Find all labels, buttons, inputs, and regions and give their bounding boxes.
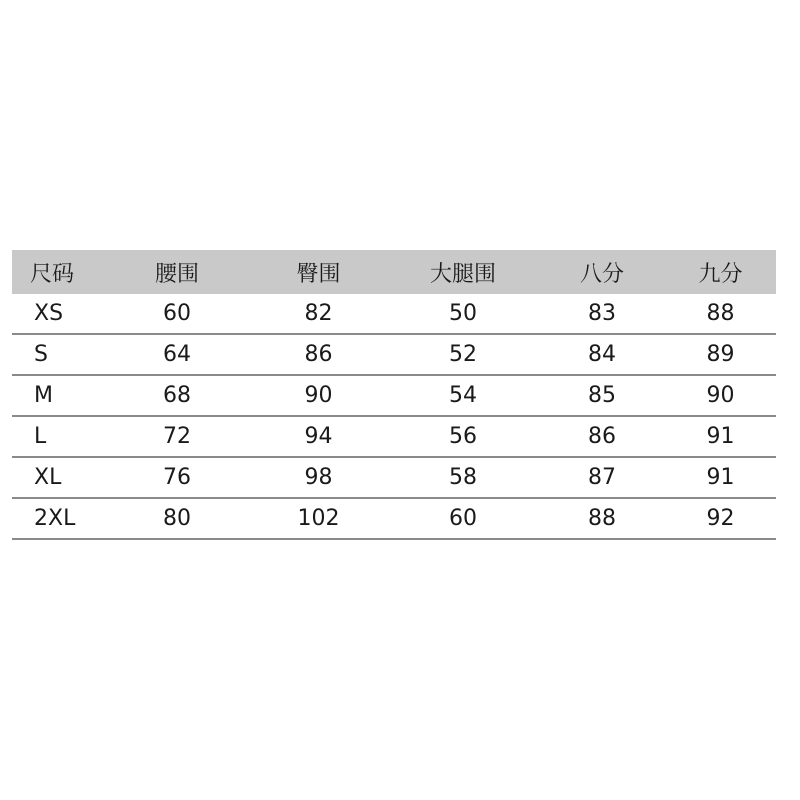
table-cell: 98 (304, 465, 333, 490)
table-cell: 91 (706, 424, 735, 449)
table-cell: 83 (588, 301, 616, 326)
table-cell: 85 (588, 383, 616, 408)
table-row (12, 334, 776, 375)
table-cell: 91 (706, 465, 735, 490)
table-cell: 86 (304, 342, 333, 367)
header-cropped-length: 八分 (579, 261, 624, 287)
table-cell: 54 (449, 383, 477, 408)
header-size: 尺码 (30, 261, 75, 287)
table-cell: 84 (588, 342, 616, 367)
table-cell: 92 (706, 506, 735, 531)
table-row (12, 375, 776, 416)
table-cell: 76 (163, 465, 191, 490)
table-cell: 58 (449, 465, 477, 490)
header-hip: 臀围 (296, 261, 341, 287)
table-cell: 88 (706, 301, 735, 326)
table-cell: 94 (304, 424, 333, 449)
size-cell: M (34, 383, 53, 408)
size-cell: XS (34, 301, 64, 326)
table-row (12, 457, 776, 498)
size-cell: L (34, 424, 47, 449)
header-waist: 腰围 (154, 261, 199, 287)
header-row (12, 250, 776, 294)
table-cell: 82 (304, 301, 333, 326)
table-cell: 68 (163, 383, 191, 408)
table-cell: 88 (588, 506, 616, 531)
table-cell: 60 (163, 301, 191, 326)
table-cell: 50 (449, 301, 477, 326)
table-cell: 102 (297, 506, 340, 531)
table-row (12, 294, 776, 334)
table-cell: 89 (706, 342, 735, 367)
table-cell: 64 (163, 342, 191, 367)
table-cell: 86 (588, 424, 616, 449)
table-cell: 52 (449, 342, 477, 367)
table-row (12, 498, 776, 539)
table-cell: 90 (304, 383, 333, 408)
table-cell: 90 (706, 383, 735, 408)
size-cell: XL (34, 465, 62, 490)
table-row (12, 416, 776, 457)
table-cell: 60 (449, 506, 477, 531)
table-cell: 56 (449, 424, 477, 449)
table-cell: 72 (163, 424, 191, 449)
table-cell: 87 (588, 465, 616, 490)
size-cell: S (34, 342, 48, 367)
size-chart-table (12, 250, 776, 540)
size-cell: 2XL (34, 506, 76, 531)
header-ankle-length: 九分 (698, 261, 743, 287)
table-cell: 80 (163, 506, 191, 531)
header-thigh: 大腿围 (429, 261, 496, 287)
